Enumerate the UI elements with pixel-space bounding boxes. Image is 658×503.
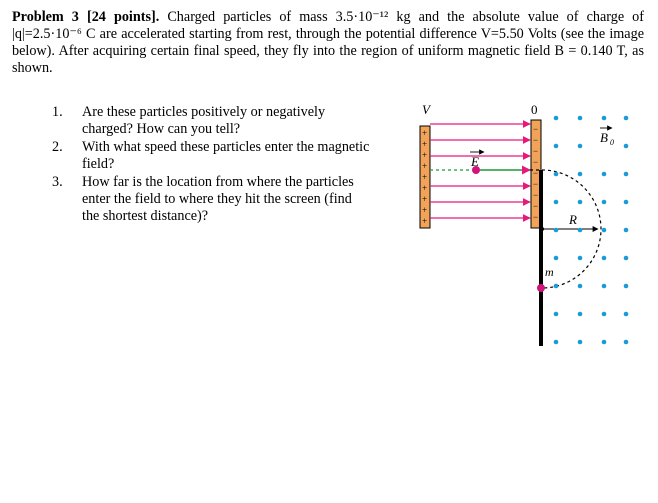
minus-sign: − <box>533 168 539 178</box>
magnetic-field-dots <box>554 116 629 345</box>
b-field-dot <box>602 256 607 261</box>
b-subscript: 0 <box>610 138 614 147</box>
b-field-dot <box>554 256 559 261</box>
plus-sign: + <box>422 150 428 160</box>
b-field-dot <box>578 312 583 317</box>
question-number: 3. <box>52 174 63 190</box>
minus-sign: − <box>533 190 539 200</box>
problem-body: Charged particles of mass 3.5·10⁻¹² kg and the absolute value of charge of |q|=2.5·10⁻⁶ C are accelerated starting from rest, through the potential difference V=5.50 Volts (see the image below). After acquiring certain final speed, they fly into the region of uniform magnetic field B = 0.140 T, as shown. <box>12 9 644 76</box>
physics-figure <box>418 98 648 358</box>
b-field-dot <box>554 284 559 289</box>
plus-sign: + <box>422 205 428 215</box>
m-label: m <box>545 265 554 279</box>
b-label: B <box>600 130 608 145</box>
particle-impact <box>537 284 545 292</box>
b-field-dot <box>624 312 629 317</box>
b-field-dot <box>602 340 607 345</box>
electric-field-lines <box>430 124 530 218</box>
plus-sign: + <box>422 194 428 204</box>
b-field-dot <box>624 284 629 289</box>
question-text: With what speed these particles enter the magnetic field? <box>82 139 370 172</box>
b-field-dot <box>624 144 629 149</box>
b-field-dot <box>554 340 559 345</box>
minus-sign: − <box>533 179 539 189</box>
plus-signs <box>422 128 427 226</box>
b-field-dot <box>578 228 583 233</box>
plus-sign: + <box>422 161 428 171</box>
b-field-dot <box>554 200 559 205</box>
plus-sign: + <box>422 172 428 182</box>
question-list <box>52 104 372 226</box>
question-item <box>52 174 372 225</box>
b-field-dot <box>624 228 629 233</box>
center-dot <box>540 227 544 231</box>
b-field-dot <box>578 256 583 261</box>
question-text: How far is the location from where the particles enter the field to where they hit the screen (find the shortest distance)? <box>82 174 354 224</box>
minus-sign: − <box>533 124 539 134</box>
minus-sign: − <box>533 146 539 156</box>
b-field-dot <box>602 312 607 317</box>
b-field-dot <box>602 200 607 205</box>
minus-sign: − <box>533 201 539 211</box>
b-field-dot <box>602 284 607 289</box>
v-label: V <box>422 102 430 117</box>
question-text: Are these particles positively or negatively charged? How can you tell? <box>82 104 326 137</box>
plus-sign: + <box>422 216 428 226</box>
e-label: E <box>471 154 479 169</box>
b-field-dot <box>554 144 559 149</box>
b-field-dot <box>602 116 607 121</box>
b-field-dot <box>578 284 583 289</box>
b-field-dot <box>578 172 583 177</box>
b-field-dot <box>554 172 559 177</box>
b-field-dot <box>602 172 607 177</box>
b-field-dot <box>554 116 559 121</box>
question-number: 2. <box>52 139 63 155</box>
problem-statement <box>12 9 644 77</box>
b-field-dot <box>624 172 629 177</box>
problem-heading: Problem 3 [24 points]. <box>12 9 160 25</box>
figure-svg <box>418 98 648 358</box>
b-field-dot <box>578 144 583 149</box>
b-field-dot <box>624 116 629 121</box>
b-field-dot <box>554 228 559 233</box>
b-field-dot <box>578 116 583 121</box>
b-field-dot <box>624 256 629 261</box>
plus-sign: + <box>422 128 428 138</box>
question-number: 1. <box>52 104 63 120</box>
plus-sign: + <box>422 139 428 149</box>
minus-sign: − <box>533 135 539 145</box>
r-label: R <box>569 212 577 227</box>
b-field-dot <box>578 200 583 205</box>
minus-signs <box>533 124 538 222</box>
b-field-dot <box>624 200 629 205</box>
b-field-dot <box>624 340 629 345</box>
question-item <box>52 104 372 138</box>
plus-sign: + <box>422 183 428 193</box>
minus-sign: − <box>533 157 539 167</box>
b-field-dot <box>602 228 607 233</box>
b-field-dot <box>554 312 559 317</box>
zero-label: 0 <box>531 102 538 117</box>
b-field-dot <box>578 340 583 345</box>
question-item <box>52 139 372 173</box>
minus-sign: − <box>533 212 539 222</box>
